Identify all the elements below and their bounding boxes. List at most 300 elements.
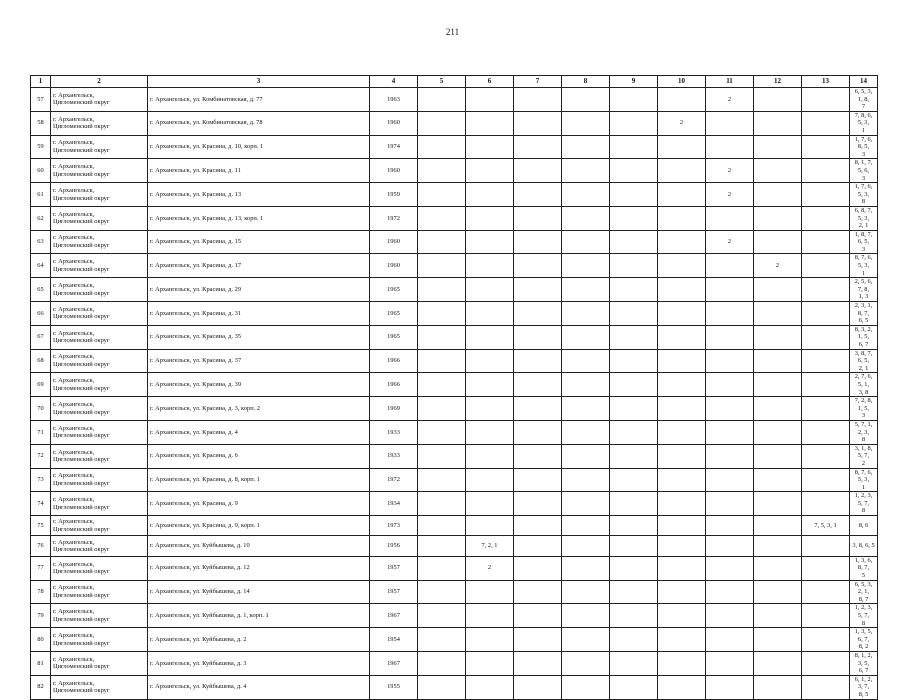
year-cell: 1954	[370, 628, 418, 652]
value-cell-13	[802, 397, 850, 421]
value-cell-10	[658, 325, 706, 349]
locality-cell: г. Архангельск, Цигломенский округ	[51, 254, 148, 278]
value-cell-8	[562, 651, 610, 675]
value-cell-12	[754, 349, 802, 373]
table-row	[31, 492, 878, 516]
value-cell-5	[418, 325, 466, 349]
value-cell-9	[610, 651, 658, 675]
value-cell-10	[658, 492, 706, 516]
column-header: 10	[658, 76, 706, 88]
column-header: 8	[562, 76, 610, 88]
locality-cell: г. Архангельск, Цигломенский округ	[51, 675, 148, 699]
page-number: 211	[445, 27, 460, 37]
locality-cell: г. Архангельск, Цигломенский округ	[51, 492, 148, 516]
column-header: 7	[514, 76, 562, 88]
year-cell: 1963	[370, 88, 418, 112]
value-cell-9	[610, 536, 658, 556]
value-cell-9	[610, 675, 658, 699]
priority-cell: 8, 3, 2, 1, 5, 6, 7	[850, 325, 878, 349]
priority-cell: 8, 1, 7, 5, 6, 3	[850, 159, 878, 183]
priority-cell: 6, 1, 2, 3, 7, 8, 5	[850, 675, 878, 699]
value-cell-5	[418, 492, 466, 516]
locality-cell: г. Архангельск, Цигломенский округ	[51, 135, 148, 159]
value-cell-11	[706, 492, 754, 516]
value-cell-7	[514, 206, 562, 230]
priority-cell: 5, 7, 1, 2, 3, 8	[850, 420, 878, 444]
value-cell-7	[514, 88, 562, 112]
value-cell-7	[514, 159, 562, 183]
locality-cell: г. Архангельск, Цигломенский округ	[51, 468, 148, 492]
row-number: 70	[31, 397, 51, 421]
value-cell-5	[418, 373, 466, 397]
value-cell-13	[802, 206, 850, 230]
address-cell: г. Архангельск, ул. Красина, д. 17	[148, 254, 370, 278]
year-cell: 1966	[370, 373, 418, 397]
locality-cell: г. Архангельск, Цигломенский округ	[51, 278, 148, 302]
value-cell-7	[514, 349, 562, 373]
value-cell-5	[418, 88, 466, 112]
year-cell: 1972	[370, 468, 418, 492]
value-cell-11	[706, 651, 754, 675]
column-header: 5	[418, 76, 466, 88]
value-cell-9	[610, 159, 658, 183]
year-cell: 1960	[370, 111, 418, 135]
locality-cell: г. Архангельск, Цигломенский округ	[51, 556, 148, 580]
table-row	[31, 159, 878, 183]
address-cell: г. Архангельск, ул. Красина, д. 13, корп. 1	[148, 206, 370, 230]
year-cell: 1933	[370, 444, 418, 468]
value-cell-7	[514, 278, 562, 302]
value-cell-5	[418, 302, 466, 326]
value-cell-6	[466, 135, 514, 159]
value-cell-12	[754, 516, 802, 536]
value-cell-11	[706, 468, 754, 492]
value-cell-7	[514, 111, 562, 135]
year-cell: 1960	[370, 230, 418, 254]
value-cell-10	[658, 397, 706, 421]
value-cell-10	[658, 675, 706, 699]
value-cell-13	[802, 373, 850, 397]
table-row	[31, 302, 878, 326]
value-cell-9	[610, 420, 658, 444]
address-cell: г. Архангельск, ул. Красина, д. 6	[148, 444, 370, 468]
value-cell-10	[658, 420, 706, 444]
value-cell-13	[802, 651, 850, 675]
row-number: 65	[31, 278, 51, 302]
value-cell-11: 2	[706, 159, 754, 183]
value-cell-9	[610, 349, 658, 373]
value-cell-9	[610, 254, 658, 278]
value-cell-10	[658, 230, 706, 254]
table-row	[31, 111, 878, 135]
table-row	[31, 580, 878, 604]
value-cell-7	[514, 556, 562, 580]
value-cell-6	[466, 302, 514, 326]
value-cell-7	[514, 651, 562, 675]
value-cell-11	[706, 111, 754, 135]
row-number: 81	[31, 651, 51, 675]
year-cell: 1967	[370, 651, 418, 675]
table-row	[31, 651, 878, 675]
table-row	[31, 206, 878, 230]
locality-cell: г. Архангельск, Цигломенский округ	[51, 516, 148, 536]
year-cell: 1965	[370, 278, 418, 302]
value-cell-13	[802, 675, 850, 699]
value-cell-9	[610, 135, 658, 159]
value-cell-10	[658, 302, 706, 326]
value-cell-8	[562, 302, 610, 326]
value-cell-11	[706, 135, 754, 159]
value-cell-7	[514, 492, 562, 516]
year-cell: 1969	[370, 397, 418, 421]
row-number: 72	[31, 444, 51, 468]
value-cell-6	[466, 230, 514, 254]
housing-table	[30, 75, 878, 700]
address-cell: г. Архангельск, ул. Красина, д. 3, корп. 2	[148, 397, 370, 421]
priority-cell: 1, 3, 6, 8, 7, 5	[850, 556, 878, 580]
value-cell-8	[562, 373, 610, 397]
value-cell-5	[418, 444, 466, 468]
table-row	[31, 135, 878, 159]
row-number: 61	[31, 183, 51, 207]
value-cell-9	[610, 492, 658, 516]
value-cell-7	[514, 420, 562, 444]
value-cell-8	[562, 397, 610, 421]
value-cell-8	[562, 325, 610, 349]
value-cell-6	[466, 88, 514, 112]
table-row	[31, 278, 878, 302]
value-cell-13	[802, 278, 850, 302]
value-cell-12	[754, 111, 802, 135]
value-cell-5	[418, 111, 466, 135]
row-number: 74	[31, 492, 51, 516]
value-cell-11	[706, 556, 754, 580]
value-cell-7	[514, 183, 562, 207]
value-cell-12	[754, 230, 802, 254]
value-cell-8	[562, 206, 610, 230]
row-number: 79	[31, 604, 51, 628]
locality-cell: г. Архангельск, Цигломенский округ	[51, 88, 148, 112]
value-cell-10	[658, 536, 706, 556]
value-cell-13	[802, 88, 850, 112]
table-row	[31, 420, 878, 444]
value-cell-11	[706, 420, 754, 444]
value-cell-13	[802, 556, 850, 580]
value-cell-12	[754, 420, 802, 444]
priority-cell: 6, 8, 7, 5, 3, 2, 1	[850, 206, 878, 230]
value-cell-12	[754, 325, 802, 349]
year-cell: 1972	[370, 206, 418, 230]
value-cell-8	[562, 349, 610, 373]
priority-cell: 3, 8, 6, 5	[850, 536, 878, 556]
priority-cell: 8, 6	[850, 516, 878, 536]
year-cell: 1959	[370, 183, 418, 207]
value-cell-6	[466, 278, 514, 302]
priority-cell: 7, 8, 6, 5, 3, 1	[850, 111, 878, 135]
value-cell-6	[466, 349, 514, 373]
value-cell-7	[514, 397, 562, 421]
value-cell-6	[466, 254, 514, 278]
address-cell: г. Архангельск, ул. Куйбышева, д. 1, корп. 1	[148, 604, 370, 628]
year-cell: 1934	[370, 492, 418, 516]
address-cell: г. Архангельск, ул. Комбинатовская, д. 77	[148, 88, 370, 112]
value-cell-5	[418, 397, 466, 421]
value-cell-5	[418, 278, 466, 302]
value-cell-8	[562, 675, 610, 699]
value-cell-6	[466, 516, 514, 536]
value-cell-10	[658, 580, 706, 604]
address-cell: г. Архангельск, ул. Красина, д. 9, корп. 1	[148, 516, 370, 536]
priority-cell: 1, 7, 6, 5, 3, 8	[850, 183, 878, 207]
value-cell-9	[610, 604, 658, 628]
value-cell-7	[514, 516, 562, 536]
year-cell: 1933	[370, 420, 418, 444]
value-cell-10	[658, 88, 706, 112]
locality-cell: г. Архангельск, Цигломенский округ	[51, 536, 148, 556]
value-cell-12	[754, 397, 802, 421]
value-cell-10	[658, 516, 706, 536]
value-cell-9	[610, 206, 658, 230]
address-cell: г. Архангельск, ул. Красина, д. 9	[148, 492, 370, 516]
value-cell-13	[802, 325, 850, 349]
value-cell-11	[706, 675, 754, 699]
value-cell-8	[562, 254, 610, 278]
table-row	[31, 468, 878, 492]
value-cell-5	[418, 651, 466, 675]
value-cell-12	[754, 278, 802, 302]
column-header: 9	[610, 76, 658, 88]
value-cell-11: 2	[706, 88, 754, 112]
locality-cell: г. Архангельск, Цигломенский округ	[51, 111, 148, 135]
table-row	[31, 604, 878, 628]
value-cell-10	[658, 349, 706, 373]
address-cell: г. Архангельск, ул. Красина, д. 35	[148, 325, 370, 349]
locality-cell: г. Архангельск, Цигломенский округ	[51, 206, 148, 230]
value-cell-12	[754, 580, 802, 604]
table-row	[31, 516, 878, 536]
year-cell: 1967	[370, 604, 418, 628]
value-cell-9	[610, 444, 658, 468]
address-cell: г. Архангельск, ул. Красина, д. 39	[148, 373, 370, 397]
locality-cell: г. Архангельск, Цигломенский округ	[51, 302, 148, 326]
row-number: 67	[31, 325, 51, 349]
priority-cell: 1, 2, 3, 5, 7, 8	[850, 604, 878, 628]
value-cell-8	[562, 111, 610, 135]
value-cell-12: 2	[754, 254, 802, 278]
value-cell-13	[802, 468, 850, 492]
locality-cell: г. Архангельск, Цигломенский округ	[51, 230, 148, 254]
value-cell-5	[418, 604, 466, 628]
row-number: 76	[31, 536, 51, 556]
address-cell: г. Архангельск, ул. Красина, д. 31	[148, 302, 370, 326]
value-cell-8	[562, 183, 610, 207]
table-row	[31, 349, 878, 373]
value-cell-5	[418, 349, 466, 373]
locality-cell: г. Архангельск, Цигломенский округ	[51, 159, 148, 183]
address-cell: г. Архангельск, ул. Красина, д. 4	[148, 420, 370, 444]
priority-cell: 3, 8, 7, 6, 5, 2, 1	[850, 349, 878, 373]
value-cell-9	[610, 230, 658, 254]
year-cell: 1956	[370, 536, 418, 556]
value-cell-6	[466, 580, 514, 604]
value-cell-5	[418, 468, 466, 492]
column-header: 6	[466, 76, 514, 88]
priority-cell: 2, 3, 1, 8, 7, 6, 5	[850, 302, 878, 326]
year-cell: 1955	[370, 675, 418, 699]
value-cell-8	[562, 536, 610, 556]
year-cell: 1957	[370, 580, 418, 604]
value-cell-13	[802, 254, 850, 278]
column-header: 12	[754, 76, 802, 88]
column-header: 4	[370, 76, 418, 88]
column-header: 11	[706, 76, 754, 88]
value-cell-13	[802, 444, 850, 468]
address-cell: г. Архангельск, ул. Куйбышева, д. 12	[148, 556, 370, 580]
value-cell-12	[754, 159, 802, 183]
value-cell-13	[802, 604, 850, 628]
value-cell-7	[514, 373, 562, 397]
value-cell-7	[514, 325, 562, 349]
value-cell-10	[658, 159, 706, 183]
address-cell: г. Архангельск, ул. Красина, д. 37	[148, 349, 370, 373]
value-cell-11	[706, 444, 754, 468]
value-cell-10	[658, 373, 706, 397]
value-cell-10: 2	[658, 111, 706, 135]
value-cell-10	[658, 556, 706, 580]
value-cell-12	[754, 183, 802, 207]
value-cell-12	[754, 88, 802, 112]
value-cell-13	[802, 580, 850, 604]
value-cell-11	[706, 373, 754, 397]
value-cell-6	[466, 397, 514, 421]
value-cell-9	[610, 373, 658, 397]
value-cell-12	[754, 556, 802, 580]
table-row	[31, 183, 878, 207]
value-cell-8	[562, 556, 610, 580]
value-cell-9	[610, 88, 658, 112]
value-cell-13	[802, 135, 850, 159]
value-cell-6	[466, 111, 514, 135]
priority-cell: 8, 1, 2, 3, 5, 6, 7	[850, 651, 878, 675]
locality-cell: г. Архангельск, Цигломенский округ	[51, 420, 148, 444]
value-cell-5	[418, 420, 466, 444]
row-number: 66	[31, 302, 51, 326]
locality-cell: г. Архангельск, Цигломенский округ	[51, 397, 148, 421]
value-cell-6	[466, 325, 514, 349]
address-cell: г. Архангельск, ул. Куйбышева, д. 10	[148, 536, 370, 556]
row-number: 69	[31, 373, 51, 397]
value-cell-7	[514, 302, 562, 326]
priority-cell: 3, 1, 8, 5, 7, 2	[850, 444, 878, 468]
value-cell-6	[466, 604, 514, 628]
value-cell-13	[802, 111, 850, 135]
value-cell-8	[562, 230, 610, 254]
value-cell-13	[802, 420, 850, 444]
locality-cell: г. Архангельск, Цигломенский округ	[51, 325, 148, 349]
table-row	[31, 88, 878, 112]
locality-cell: г. Архангельск, Цигломенский округ	[51, 604, 148, 628]
row-number: 60	[31, 159, 51, 183]
value-cell-9	[610, 278, 658, 302]
value-cell-6	[466, 420, 514, 444]
value-cell-12	[754, 302, 802, 326]
value-cell-10	[658, 254, 706, 278]
value-cell-9	[610, 325, 658, 349]
address-cell: г. Архангельск, ул. Красина, д. 8, корп. 1	[148, 468, 370, 492]
value-cell-12	[754, 373, 802, 397]
value-cell-11	[706, 254, 754, 278]
locality-cell: г. Архангельск, Цигломенский округ	[51, 628, 148, 652]
value-cell-7	[514, 580, 562, 604]
value-cell-10	[658, 444, 706, 468]
row-number: 63	[31, 230, 51, 254]
value-cell-8	[562, 444, 610, 468]
column-header: 1	[31, 76, 51, 88]
value-cell-7	[514, 230, 562, 254]
priority-cell: 1, 8, 7, 6, 5, 3	[850, 230, 878, 254]
value-cell-9	[610, 397, 658, 421]
address-cell: г. Архангельск, ул. Красина, д. 29	[148, 278, 370, 302]
table-row	[31, 254, 878, 278]
year-cell: 1960	[370, 254, 418, 278]
value-cell-8	[562, 580, 610, 604]
value-cell-5	[418, 183, 466, 207]
value-cell-11	[706, 516, 754, 536]
table-row	[31, 536, 878, 556]
priority-cell: 1, 3, 5, 6, 7, 8, 2	[850, 628, 878, 652]
row-number: 62	[31, 206, 51, 230]
row-number: 73	[31, 468, 51, 492]
address-cell: г. Архангельск, ул. Красина, д. 15	[148, 230, 370, 254]
value-cell-6	[466, 468, 514, 492]
locality-cell: г. Архангельск, Цигломенский округ	[51, 444, 148, 468]
value-cell-9	[610, 580, 658, 604]
value-cell-11: 2	[706, 230, 754, 254]
value-cell-5	[418, 206, 466, 230]
value-cell-6	[466, 651, 514, 675]
value-cell-8	[562, 604, 610, 628]
address-cell: г. Архангельск, ул. Комбинатовская, д. 78	[148, 111, 370, 135]
priority-cell: 2, 7, 6, 5, 1, 3, 8	[850, 373, 878, 397]
value-cell-10	[658, 651, 706, 675]
value-cell-5	[418, 536, 466, 556]
priority-cell: 2, 5, 6, 7, 8, 1, 3	[850, 278, 878, 302]
value-cell-11	[706, 397, 754, 421]
table-row	[31, 444, 878, 468]
priority-cell: 1, 2, 3, 5, 7, 8	[850, 492, 878, 516]
value-cell-6: 2	[466, 556, 514, 580]
row-number: 57	[31, 88, 51, 112]
value-cell-6	[466, 159, 514, 183]
value-cell-9	[610, 111, 658, 135]
value-cell-12	[754, 604, 802, 628]
row-number: 59	[31, 135, 51, 159]
value-cell-6	[466, 444, 514, 468]
address-cell: г. Архангельск, ул. Красина, д. 10, корп. 1	[148, 135, 370, 159]
row-number: 68	[31, 349, 51, 373]
value-cell-9	[610, 516, 658, 536]
value-cell-10	[658, 183, 706, 207]
value-cell-7	[514, 254, 562, 278]
value-cell-7	[514, 468, 562, 492]
value-cell-13	[802, 183, 850, 207]
value-cell-10	[658, 604, 706, 628]
address-cell: г. Архангельск, ул. Красина, д. 13	[148, 183, 370, 207]
priority-cell: 8, 7, 6, 5, 3, 1	[850, 254, 878, 278]
year-cell: 1973	[370, 516, 418, 536]
table-row	[31, 675, 878, 699]
value-cell-12	[754, 651, 802, 675]
